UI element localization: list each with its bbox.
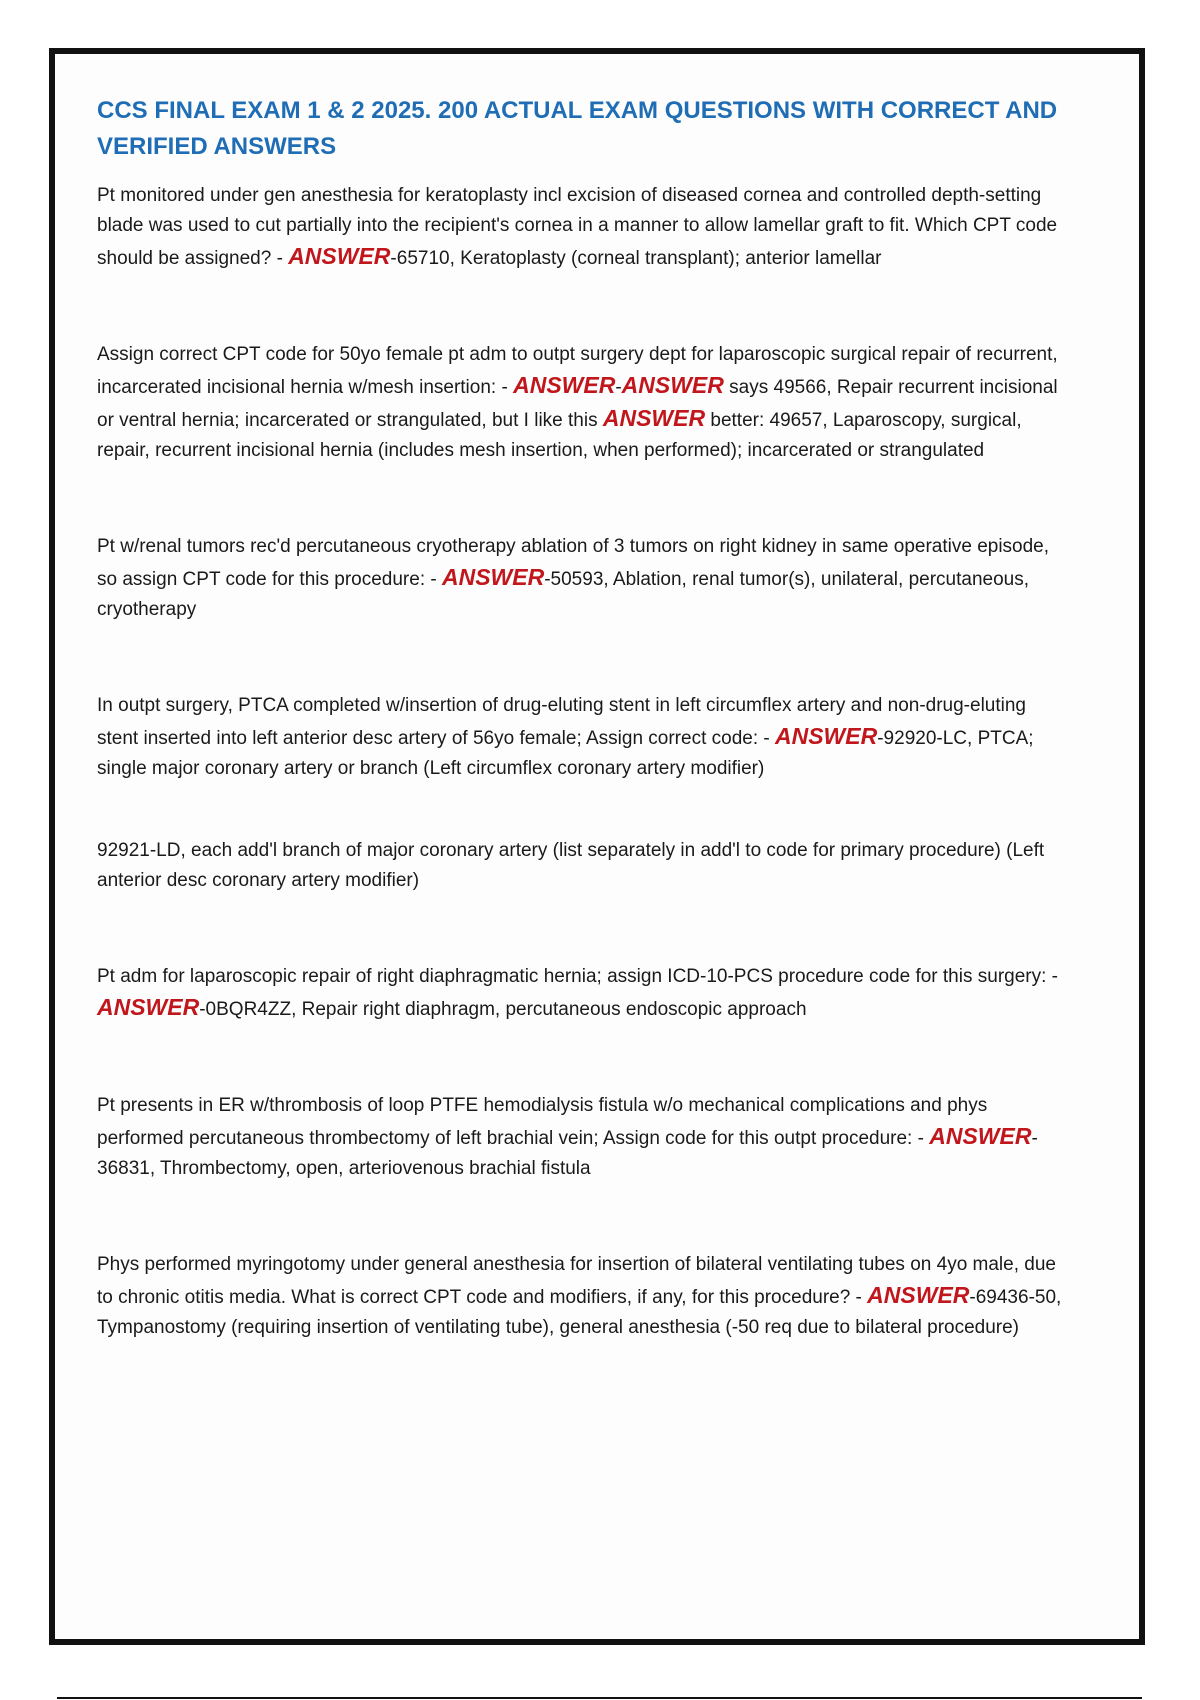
document-title: CCS FINAL EXAM 1 & 2 2025. 200 ACTUAL EXAM QUESTIONS WITH CORRECT AND VERIFIED ANSWERS xyxy=(97,97,1058,160)
answer-text: better: 49657, Laparoscopy, surgical, repair, recurrent incisional hernia (includes mesh insertion, when performed); incarcerated or strangulated xyxy=(97,410,1022,461)
answer-separator: - xyxy=(615,377,622,398)
answer-label: ANSWER xyxy=(775,723,878,749)
answer-label: ANSWER xyxy=(929,1123,1032,1149)
qa-item-4-continuation: 92921-LD, each add'l branch of major coronary artery (list separately in add'l to code for primary procedure) (Left anterior desc coronary artery modifier) xyxy=(97,840,1045,891)
question-text: Pt w/renal tumors rec'd percutaneous cryotherapy ablation of 3 tumors on right kidney in same operative episode, so assign CPT code for this procedure: - xyxy=(97,536,1050,590)
answer-text: says 49566, Repair recurrent incisional or ventral hernia; incarcerated or strangulated, but I like this xyxy=(97,377,1058,431)
question-text: Pt monitored under gen anesthesia for keratoplasty incl excision of diseased cornea and controlled depth-setting blade was used to cut partially into the recipient's cornea in a manner to allow lamellar graft to fit. Which CPT code should be assigned? - xyxy=(97,185,1058,269)
answer-text: -65710, Keratoplasty (corneal transplant); anterior lamellar xyxy=(390,248,882,269)
question-text: Pt adm for laparoscopic repair of right diaphragmatic hernia; assign ICD-10-PCS procedure code for this surgery: - xyxy=(97,966,1058,987)
answer-label: ANSWER xyxy=(867,1282,970,1308)
question-text: In outpt surgery, PTCA completed w/insertion of drug-eluting stent in left circumflex artery and non-drug-eluting stent inserted into left anterior desc artery of 56yo female; Assign correct code: - xyxy=(97,695,1026,749)
question-text: Pt presents in ER w/thrombosis of loop PTFE hemodialysis fistula w/o mechanical complications and phys performed percutaneous thrombectomy of left brachial vein; Assign code for this outpt procedure: - xyxy=(97,1095,988,1149)
answer-label: ANSWER xyxy=(602,405,706,431)
qa-item-2 xyxy=(97,340,1062,466)
qa-item-6 xyxy=(97,1091,1062,1184)
qa-item-5 xyxy=(97,962,1062,1025)
answer-label: ANSWER xyxy=(441,564,545,590)
answer-label: ANSWER xyxy=(288,243,391,269)
answer-label: ANSWER xyxy=(97,994,200,1020)
answer-text: -36831, Thrombectomy, open, arteriovenous brachial fistula xyxy=(97,1128,1038,1179)
answer-text: -69436-50, Tympanostomy (requiring insertion of ventilating tube), general anesthesia (-50 req due to bilateral procedure) xyxy=(97,1287,1062,1338)
document-content xyxy=(97,93,1062,1343)
question-text: Phys performed myringotomy under general anesthesia for insertion of bilateral ventilating tubes on 4yo male, due to chronic otitis media. What is correct CPT code and modifiers, if any, for this procedure? - xyxy=(97,1254,1056,1308)
qa-item-4 xyxy=(97,691,1062,784)
qa-item-7 xyxy=(97,1250,1062,1343)
answer-label: ANSWER xyxy=(621,372,724,398)
answer-label: ANSWER xyxy=(513,372,616,398)
qa-item-1 xyxy=(97,181,1062,274)
answer-text: -50593, Ablation, renal tumor(s), unilateral, percutaneous, cryotherapy xyxy=(97,569,1029,620)
qa-item-3 xyxy=(97,532,1062,625)
bottom-rule xyxy=(57,1697,1142,1699)
answer-text: -92920-LC, PTCA; single major coronary artery or branch (Left circumflex coronary artery modifier) xyxy=(97,728,1034,779)
question-text: Assign correct CPT code for 50yo female pt adm to outpt surgery dept for laparoscopic surgical repair of recurrent, incarcerated incisional hernia w/mesh insertion: - xyxy=(97,344,1058,398)
answer-text: -0BQR4ZZ, Repair right diaphragm, percutaneous endoscopic approach xyxy=(199,999,807,1020)
